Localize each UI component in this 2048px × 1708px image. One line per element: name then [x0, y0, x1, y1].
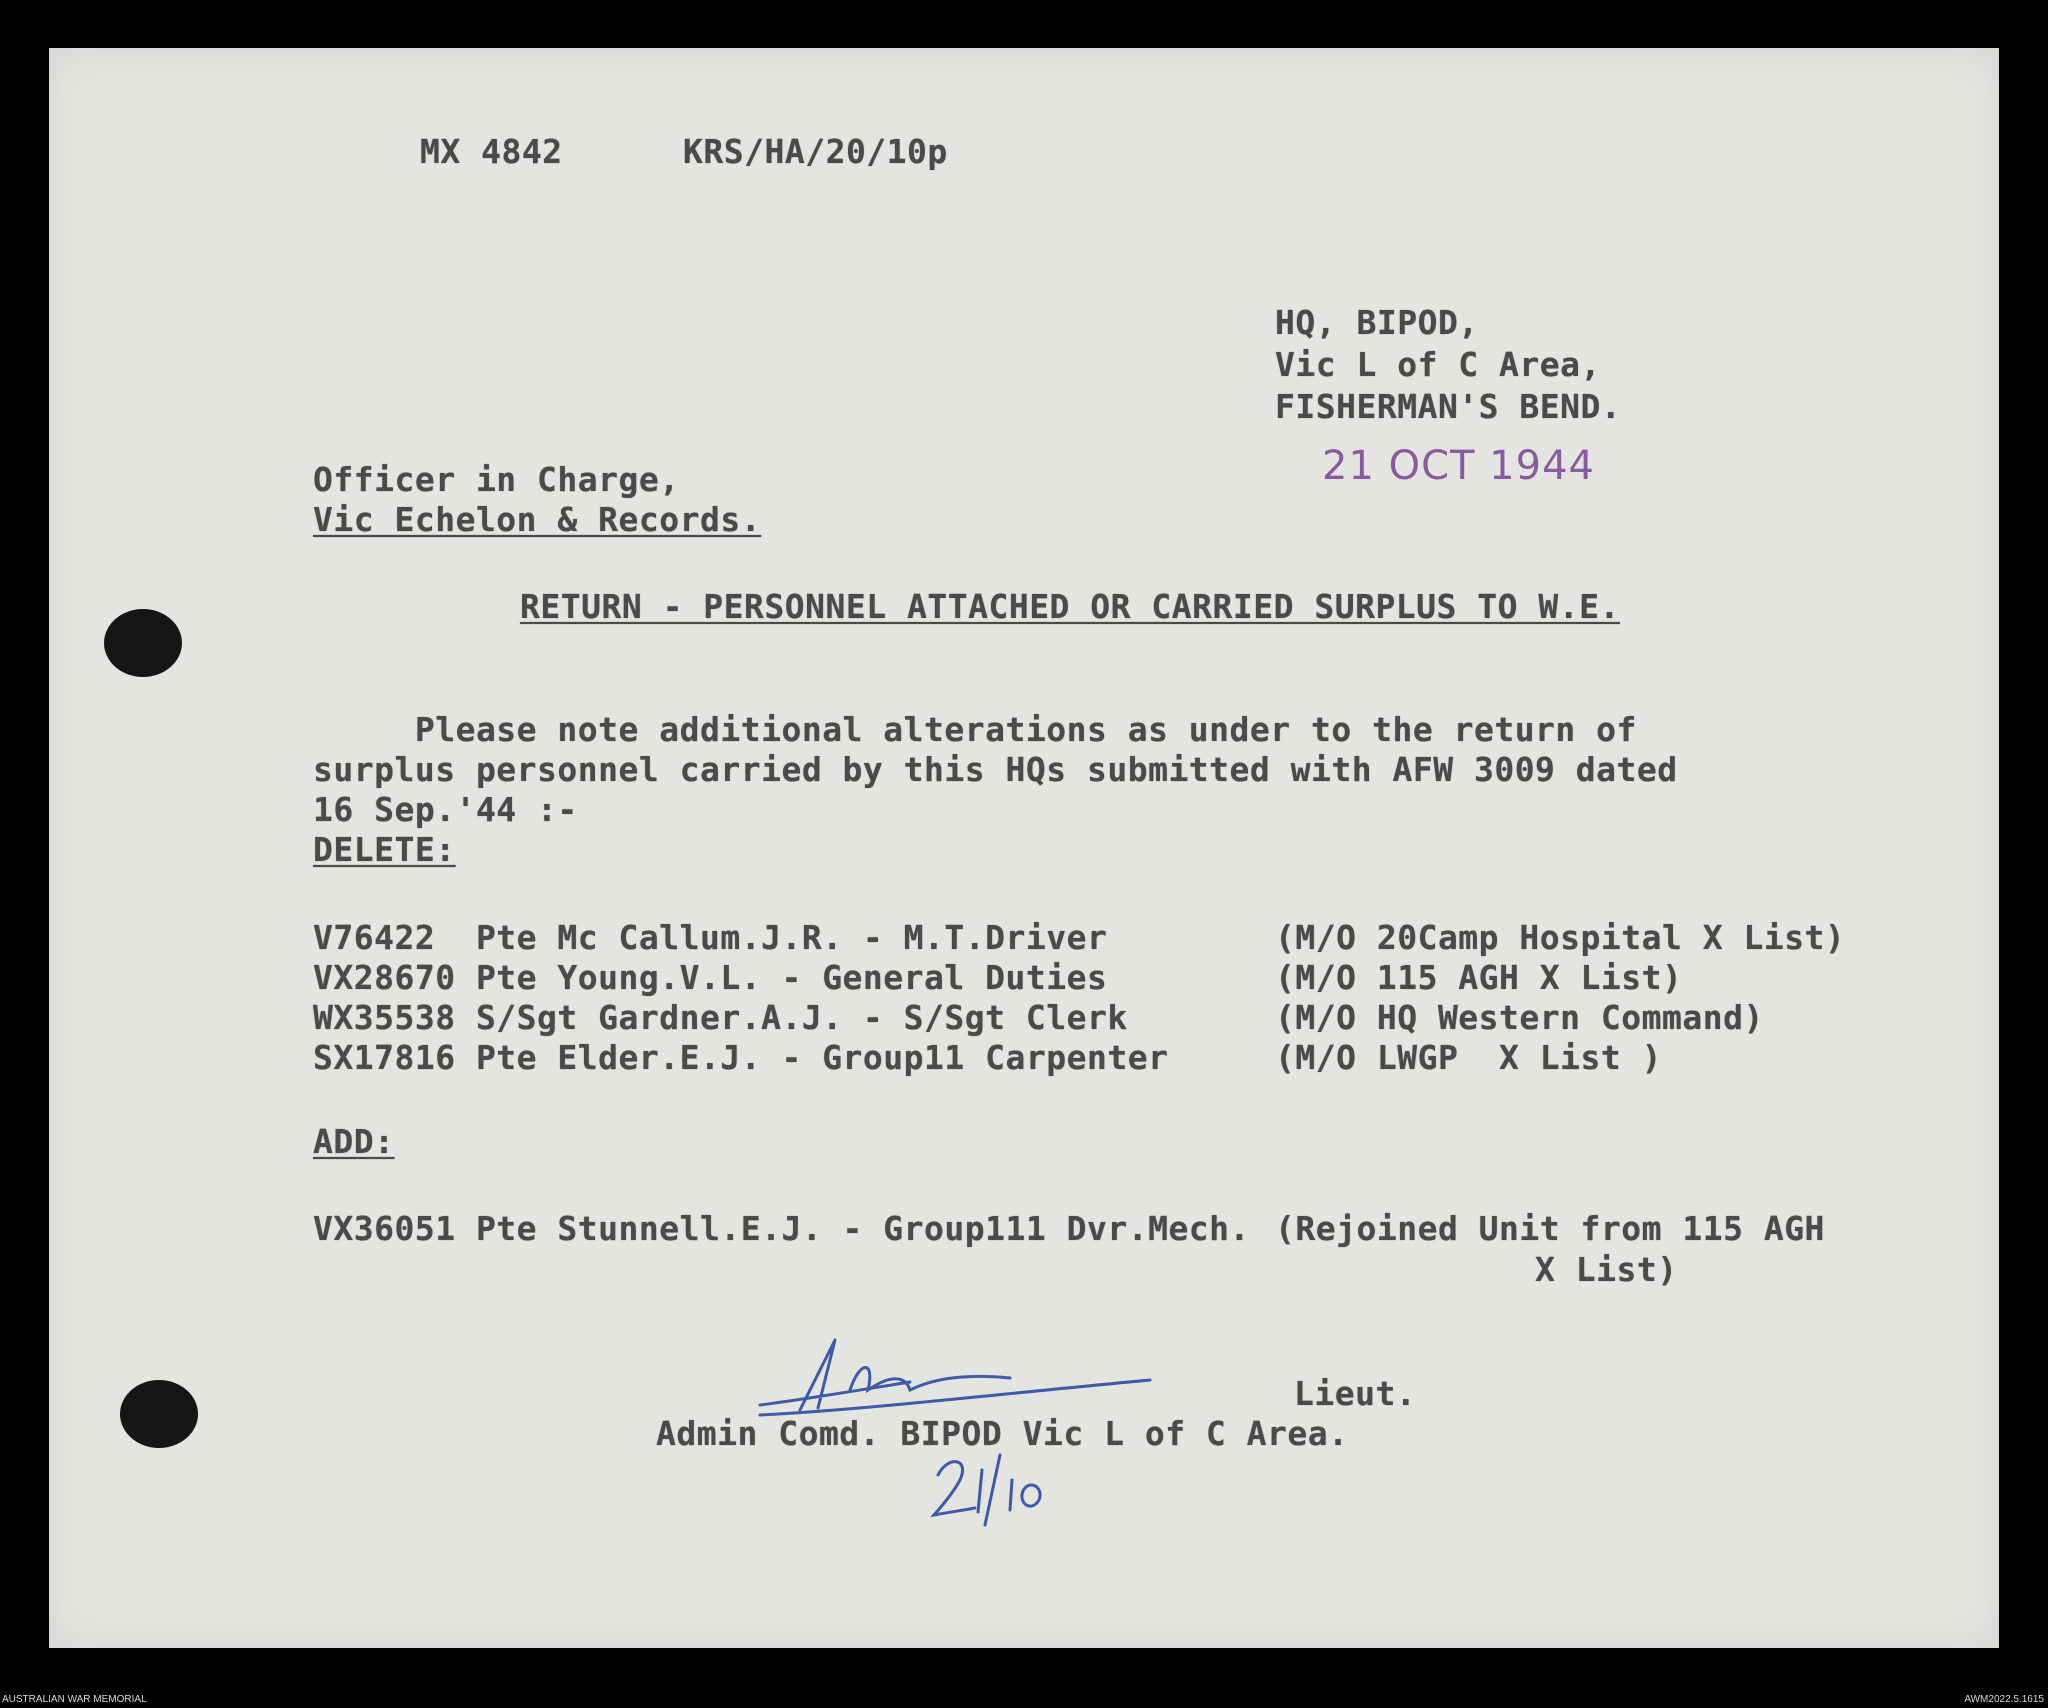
- signature-title: Admin Comd. BIPOD Vic L of C Area.: [656, 1414, 1349, 1453]
- archive-credit: AUSTRALIAN WAR MEMORIAL: [2, 1694, 147, 1705]
- add-note-1-line-2: X List): [1535, 1250, 1678, 1289]
- recipient-line-2: Vic Echelon & Records.: [313, 500, 762, 539]
- delete-note-2: (M/O 115 AGH X List): [1275, 958, 1683, 997]
- delete-entry-1: V76422 Pte Mc Callum.J.R. - M.T.Driver: [313, 918, 1108, 957]
- sender-address-line-1: HQ, BIPOD,: [1275, 303, 1479, 342]
- delete-entry-4: SX17816 Pte Elder.E.J. - Group11 Carpenter: [313, 1038, 1169, 1077]
- delete-entry-2: VX28670 Pte Young.V.L. - General Duties: [313, 958, 1108, 997]
- delete-note-3: (M/O HQ Western Command): [1275, 998, 1764, 1037]
- punch-hole-top: [104, 609, 182, 677]
- signature-rank: Lieut.: [1294, 1374, 1417, 1413]
- handwritten-date: [930, 1440, 1070, 1530]
- punch-hole-bottom: [120, 1380, 198, 1448]
- body-line-3: 16 Sep.'44 :-: [313, 790, 578, 829]
- delete-note-4: (M/O LWGP X List ): [1275, 1038, 1662, 1077]
- recipient-line-1: Officer in Charge,: [313, 460, 680, 499]
- add-entry-1: VX36051 Pte Stunnell.E.J. - Group111 Dvr.Mech.: [313, 1209, 1250, 1248]
- add-heading: ADD:: [313, 1122, 395, 1161]
- reference-number: MX 4842: [420, 132, 563, 171]
- subject-heading: RETURN - PERSONNEL ATTACHED OR CARRIED SURPLUS TO W.E.: [520, 587, 1620, 626]
- delete-note-1: (M/O 20Camp Hospital X List): [1275, 918, 1846, 957]
- archive-item-id: AWM2022.5.1615: [1964, 1694, 2044, 1705]
- file-reference: KRS/HA/20/10p: [683, 132, 948, 171]
- sender-address-line-3: FISHERMAN'S BEND.: [1275, 387, 1622, 426]
- delete-entry-3: WX35538 S/Sgt Gardner.A.J. - S/Sgt Clerk: [313, 998, 1128, 1037]
- add-note-1-line-1: (Rejoined Unit from 115 AGH: [1275, 1209, 1825, 1248]
- body-line-2: surplus personnel carried by this HQs submitted with AFW 3009 dated: [313, 750, 1678, 789]
- body-line-1: Please note additional alterations as under to the return of: [313, 710, 1637, 749]
- sender-address-line-2: Vic L of C Area,: [1275, 345, 1601, 384]
- date-stamp: 21 OCT 1944: [1322, 443, 1595, 489]
- delete-heading: DELETE:: [313, 830, 456, 869]
